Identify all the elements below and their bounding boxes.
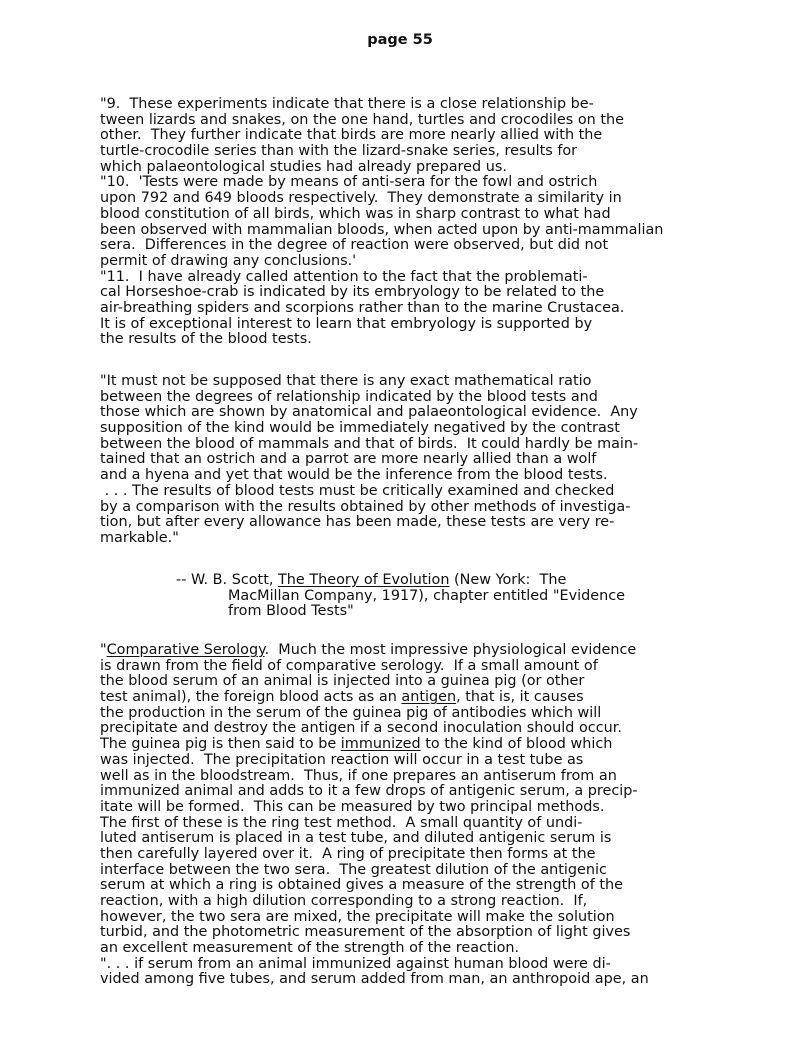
text-line: interface between the two sera. The greatest dilution of the antigenic [100,861,607,878]
text-line: sera. Differences in the degree of reaction were observed, but did not [100,237,609,254]
page-number: page 55 [367,32,433,48]
text-line: "11. I have already called attention to the fact that the problemati- [100,268,588,285]
text-line: the production in the serum of the guinea pig of antibodies which will [100,704,602,721]
text-line: tained that an ostrich and a parrot are more nearly allied than a wolf [100,451,597,468]
text-line: reaction, with a high dilution corresponding to a strong reaction. If, [100,893,588,909]
text-line: "10. 'Tests were made by means of anti-sera for the fowl and ostrich [100,174,598,191]
citation-line [176,573,716,589]
quote-mark: " [100,642,107,658]
text-line: markable." [100,529,179,546]
text-line: was injected. The precipitation reaction will occur in a test tube as [100,751,584,768]
text-line: an excellent measurement of the strength of the reaction. [100,940,520,957]
text-line: air-breathing spiders and scorpions rather than to the marine Crustacea. [100,299,625,316]
text-line [100,643,720,659]
text-line: vided among five tubes, and serum added from man, an anthropoid ape, an [100,971,649,988]
text-line: by a comparison with the results obtained by other methods of investiga- [100,498,631,515]
text-line: tween lizards and snakes, on the one hand, turtles and crocodiles on the [100,111,624,128]
text-line: between the degrees of relationship indicated by the blood tests and [100,388,598,405]
text-line: It is of exceptional interest to learn that embryology is supported by [100,315,593,332]
quoted-paragraph-blood-tests [100,97,720,348]
text-span: . Much the most impressive physiological evidence [264,642,637,658]
text-line: luted antiserum is placed in a test tube, and diluted antigenic serum is [100,830,612,847]
text-line: turtle-crocodile series than with the lizard-snake series, results for [100,143,578,160]
citation-line: MacMillan Company, 1917), chapter entitled "Evidence [228,587,625,604]
text-line: The first of these is the ring test method. A small quantity of undi- [100,814,583,831]
term-immunized: immunized [340,736,421,753]
text-line: precipitate and destroy the antigen if a second inoculation should occur. [100,720,622,737]
text-line [100,737,720,753]
text-line: then carefully layered over it. A ring of precipitate then forms at the [100,845,596,862]
quoted-paragraph-comparative-serology [100,643,720,988]
quoted-paragraph-mathematical-ratio [100,374,720,547]
citation-author: -- W. B. Scott, [176,572,278,588]
text-line: the results of the blood tests. [100,331,312,348]
text-span: to the kind of blood which [420,736,613,753]
text-line: "It must not be supposed that there is any exact mathematical ratio [100,373,592,389]
text-line: blood constitution of all birds, which was in sharp contrast to what had [100,205,611,222]
citation-line: from Blood Tests" [228,603,354,620]
text-line: supposition of the kind would be immediately negatived by the contrast [100,420,620,437]
text-line: itate will be formed. This can be measured by two principal methods. [100,798,605,815]
text-line: well as in the bloodstream. Thus, if one prepares an antiserum from an [100,767,617,784]
text-line: cal Horseshoe-crab is indicated by its embryology to be related to the [100,284,605,301]
text-line: is drawn from the field of comparative serology. If a small amount of [100,657,598,674]
section-heading-comparative-serology: Comparative Serology [106,642,265,658]
citation [176,573,716,620]
text-line: and a hyena and yet that would be the inference from the blood tests. [100,467,608,484]
text-line: upon 792 and 649 bloods respectively. They demonstrate a similarity in [100,190,622,207]
text-line: been observed with mammalian bloods, when acted upon by anti-mammalian [100,221,664,238]
text-line [100,690,720,706]
text-line: which palaeontological studies had already prepared us. [100,158,507,175]
text-line: however, the two sera are mixed, the precipitate will make the solution [100,908,615,925]
text-line: the blood serum of an animal is injected into a guinea pig (or other [100,673,585,690]
text-span: The guinea pig is then said to be [100,736,341,753]
text-line: . . . The results of blood tests must be critically examined and checked [100,482,615,499]
term-antigen: antigen [401,689,457,706]
text-span: test animal), the foreign blood acts as an [100,689,402,706]
text-line: immunized animal and adds to it a few drops of antigenic serum, a precip- [100,783,638,800]
text-line: other. They further indicate that birds are more nearly allied with the [100,127,603,144]
text-line: between the blood of mammals and that of birds. It could hardly be main- [100,435,639,452]
text-line: those which are shown by anatomical and palaeontological evidence. Any [100,404,638,421]
text-line: serum at which a ring is obtained gives a measure of the strength of the [100,877,623,894]
text-line: turbid, and the photometric measurement of the absorption of light gives [100,924,631,941]
text-span: , that is, it causes [456,689,584,706]
text-line: permit of drawing any conclusions.' [100,252,357,269]
text-line: "9. These experiments indicate that there is a close relationship be- [100,96,594,112]
citation-book-title: The Theory of Evolution [278,572,450,588]
citation-publisher: (New York: The [449,572,567,588]
text-line: tion, but after every allowance has been made, these tests are very re- [100,514,615,531]
text-line: ". . . if serum from an animal immunized against human blood were di- [100,955,611,972]
